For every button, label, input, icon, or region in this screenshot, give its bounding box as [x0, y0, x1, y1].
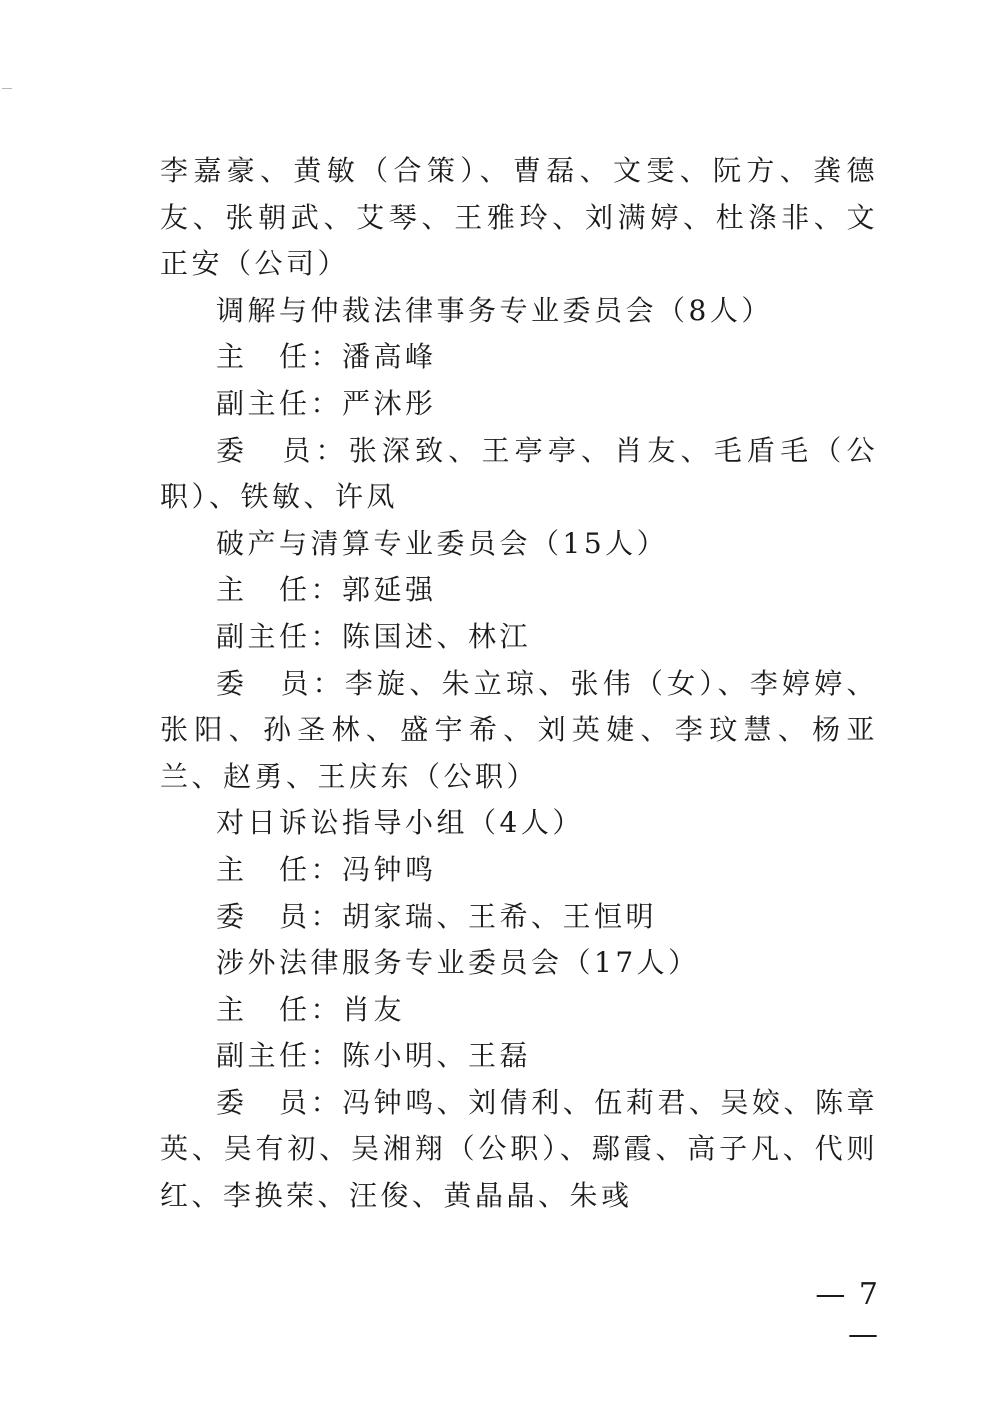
line-members: 委 员：李旋、朱立琼、张伟（女）、李婷婷、张阳、孙圣林、盛宇希、刘英婕、李玟慧、杨亚兰、赵勇、王庆东（公职）	[160, 666, 878, 793]
line-members: 委 员：胡家瑞、王希、王恒明	[216, 899, 658, 933]
heading-bankruptcy-liquidation-committee: 破产与清算专业委员会（15人）	[216, 526, 669, 560]
line-director: 主 任：郭延强	[216, 573, 437, 607]
line-deputy-director: 副主任：陈国述、林江	[216, 619, 532, 653]
line-deputy-director: 副主任：陈小明、王磊	[216, 1039, 532, 1073]
line-director: 主 任：冯钟鸣	[216, 852, 437, 886]
heading-japan-litigation-guidance-group: 对日诉讼指导小组（4人）	[216, 806, 584, 840]
heading-foreign-legal-services-committee: 涉外法律服务专业委员会（17人）	[216, 946, 700, 980]
line-deputy-director: 副主任：严沐彤	[216, 386, 437, 420]
line-members: 委 员：冯钟鸣、刘倩利、伍莉君、吴姣、陈章英、吴有初、吴湘翔（公职）、鄢霞、高子凡、代则红、李换荣、汪俊、黄晶晶、朱彧	[160, 1085, 878, 1213]
line-members: 委 员：张深致、王亭亭、肖友、毛盾毛（公职）、铁敏、许凤	[160, 433, 878, 514]
line-director: 主 任：肖友	[216, 992, 406, 1026]
heading-mediation-arbitration-committee: 调解与仲裁法律事务专业委员会（8人）	[216, 293, 773, 327]
scan-margin-mark	[2, 88, 12, 89]
page-number: — 7 —	[815, 1277, 880, 1352]
line-director: 主 任：潘高峰	[216, 340, 437, 374]
document-body	[160, 148, 878, 1220]
paragraph-continuation-members: 李嘉豪、黄敏（合策）、曹磊、文雯、阮方、龚德友、张朝武、艾琴、王雅玲、刘满婷、杜涤非、文正安（公司）	[160, 154, 878, 281]
